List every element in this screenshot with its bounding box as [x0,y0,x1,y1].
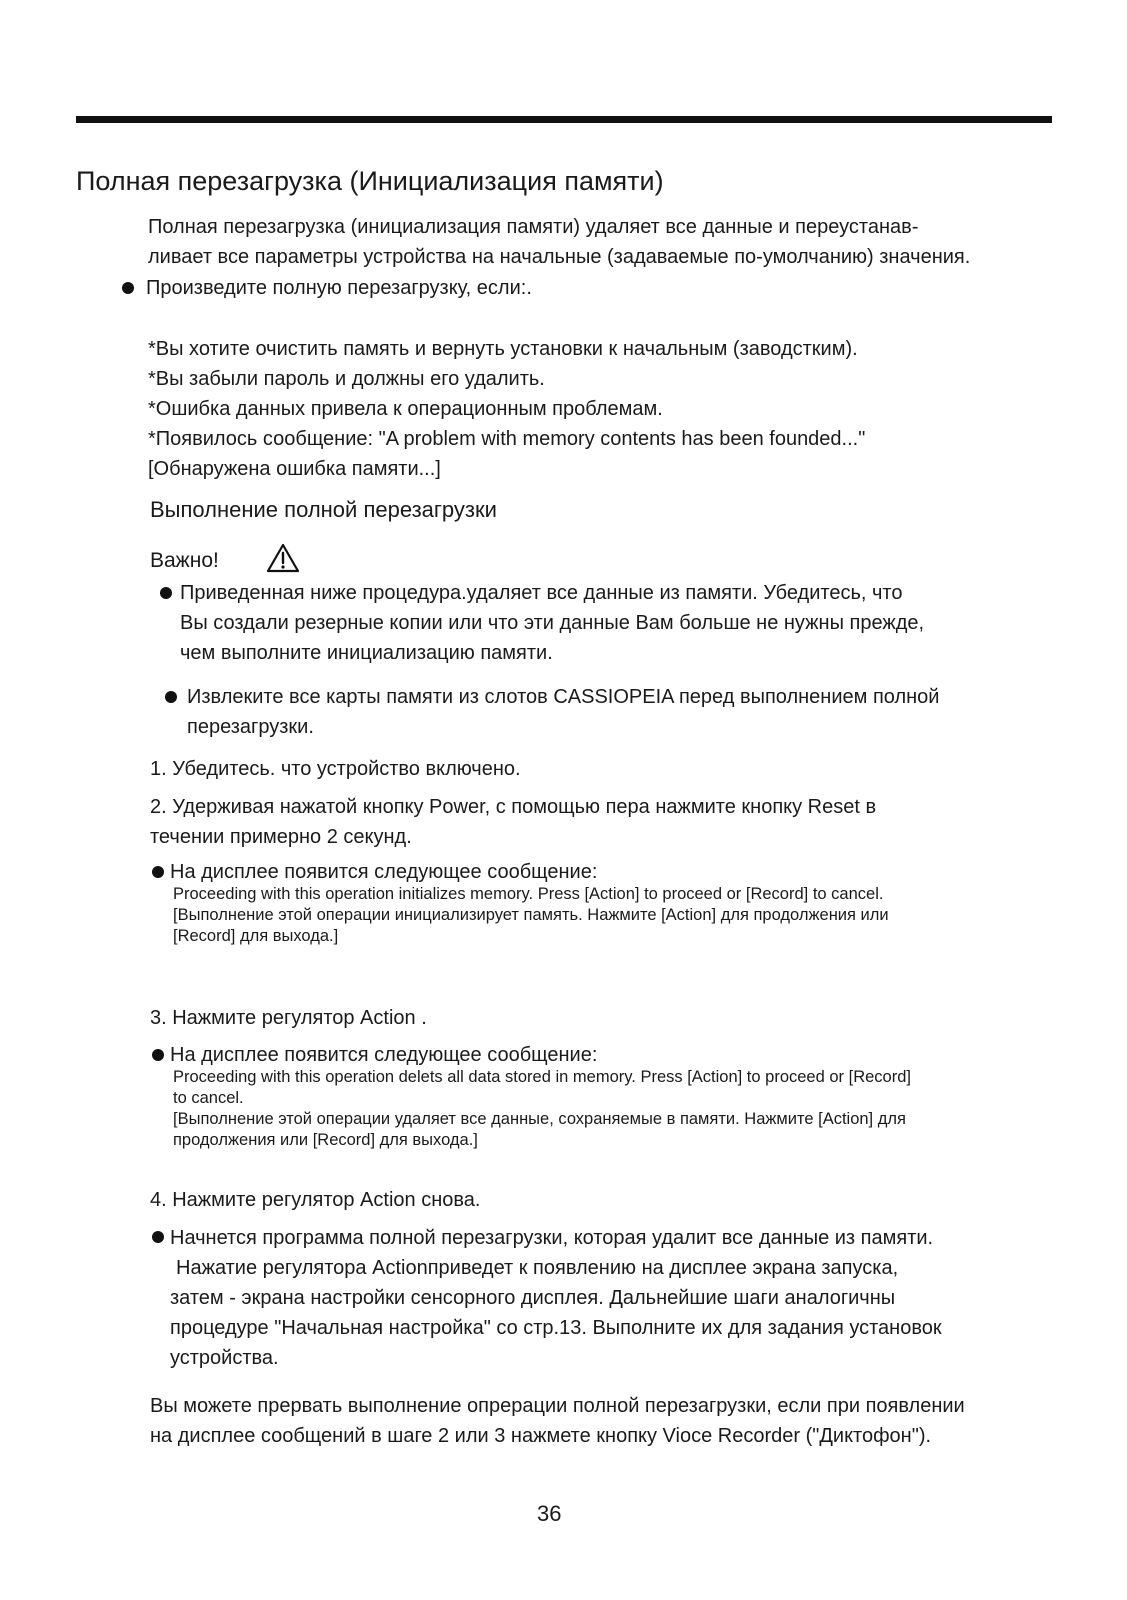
bullet-dot-icon [152,1049,164,1061]
bullet-dot-icon [152,1231,164,1243]
closing-line: Вы можете прервать выполнение опрерации полной перезагрузки, если при появлении [150,1395,965,1417]
step-3-message [173,1067,911,1151]
step-3-bullet [152,1041,597,1069]
message-line: [Выполнение этой операции удаляет все данные, сохраняемые в памяти. Нажмите [Action] для [173,1110,906,1128]
important-line: Приведенная ниже процедура.удаляет все данные из памяти. Убедитесь, что [180,582,903,604]
step-4-line: процедуре "Начальная настройка" со стр.13. Выполните их для задания установок [170,1317,942,1339]
reason-item: *Вы хотите очистить память и вернуть установки к начальным (заводстким). [148,338,858,360]
bullet-dot-icon [160,587,172,599]
closing-paragraph [150,1391,965,1451]
important-line: Извлеките все карты памяти из слотов CASSIOPEIA перед выполнением полной [187,686,940,708]
important-line: Вы создали резерные копии или что эти данные Вам больше не нужны прежде, [180,612,925,634]
when-bullet [122,273,532,303]
reason-item: [Обнаружена ошибка памяти...] [148,458,441,480]
message-line: to cancel. [173,1089,244,1107]
page-title: Полная перезагрузка (Инициализация памяти) [76,166,664,196]
step-1: 1. Убедитесь. что устройство включено. [150,758,521,780]
when-label: Произведите полную перезагрузку, если:. [146,277,532,299]
step-2-line: 2. Удерживая нажатой кнопку Power, с помощью пера нажмите кнопку Reset в [150,796,877,818]
reasons-list [148,334,865,484]
intro-line: Полная перезагрузка (инициализация памяти) удаляет все данные и переустанав- [148,216,919,238]
step-4-line: устройства. [170,1347,279,1369]
reason-item: *Появилось сообщение: "A problem with memory contents has been founded..." [148,428,866,450]
bullet-dot-icon [165,691,177,703]
important-label: Важно! [150,549,219,572]
step-2-bullet-text: На дисплее появится следующее сообщение: [170,861,598,883]
reason-item: *Вы забыли пароль и должны его удалить. [148,368,545,390]
section-subtitle: Выполнение полной перезагрузки [150,497,497,522]
important-bullet [165,682,939,742]
message-line: [Record] для выхода.] [173,927,339,945]
step-4-line: Нажатие регулятора Actionприведет к появлению на дисплее экрана запуска, [176,1257,899,1279]
step-2-line: течении примерно 2 секунд. [150,826,412,848]
message-line: Proceeding with this operation initializes memory. Press [Action] to proceed or [Record] to cancel. [173,885,884,903]
message-line: Proceeding with this operation delets all data stored in memory. Press [Action] to proceed or [Record] [173,1068,911,1086]
warning-triangle-icon [266,543,300,573]
step-4-bullet [152,1223,942,1373]
step-4-line: Начнется программа полной перезагрузки, которая удалит все данные из памяти. [170,1227,934,1249]
important-bullet [160,578,924,668]
step-4-line: затем - экрана настройки сенсорного дисплея. Дальнейшие шаги аналогичны [170,1287,896,1309]
important-line: перезагрузки. [187,716,314,738]
step-2 [150,792,876,852]
step-3-bullet-text: На дисплее появится следующее сообщение: [170,1044,598,1066]
reason-item: *Ошибка данных привела к операционным проблемам. [148,398,663,420]
step-4: 4. Нажмите регулятор Action снова. [150,1189,481,1211]
step-2-message [173,884,889,947]
intro-paragraph [148,212,970,272]
bullet-dot-icon [122,282,134,294]
closing-line: на дисплее сообщений в шаге 2 или 3 нажмете кнопку Vioce Recorder ("Диктофон"). [150,1425,932,1447]
message-line: [Выполнение этой операции инициализирует память. Нажмите [Action] для продолжения или [173,906,889,924]
important-line: чем выполните инициализацию памяти. [180,642,553,664]
page-number: 36 [537,1501,562,1526]
step-2-bullet [152,858,597,886]
intro-line: ливает все параметры устройства на начальные (задаваемые по-умолчанию) значения. [148,246,971,268]
header-rule [76,116,1052,123]
bullet-dot-icon [152,866,164,878]
message-line: продолжения или [Record] для выхода.] [173,1131,478,1149]
step-3: 3. Нажмите регулятор Action . [150,1007,427,1029]
